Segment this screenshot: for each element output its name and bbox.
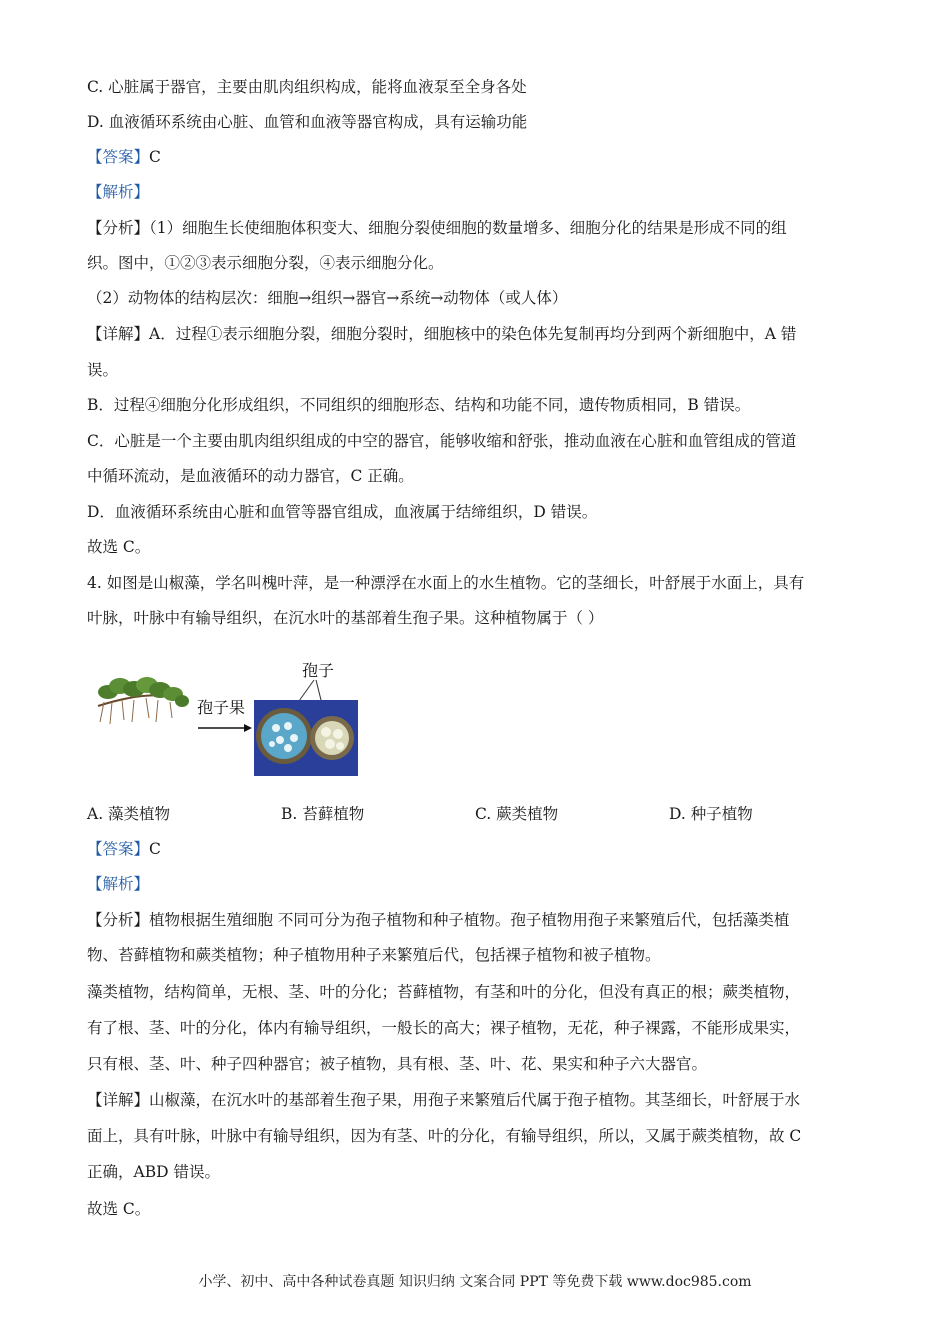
question-4-line-2: 叶脉，叶脉中有输导组织，在沉水叶的基部着生孢子果。这种植物属于（ ） <box>87 609 604 627</box>
analysis2-line-1: 【分析】植物根据生殖细胞 不同可分为孢子植物和种子植物。孢子植物用孢子来繁殖后代，包括藻类植 <box>87 911 790 929</box>
salvinia-illustration <box>94 658 364 778</box>
detail-line-5: 中循环流动，是血液循环的动力器官，C 正确。 <box>87 467 414 485</box>
analysis-tag-2: 【解析】 <box>87 875 150 893</box>
line-option-c: C. 心脏属于器官，主要由肌肉组织构成，能将血液泵至全身各处 <box>87 78 527 96</box>
detail-line-2: 误。 <box>87 361 119 379</box>
line-option-d: D. 血液循环系统由心脏、血管和血液等器官构成，具有运输功能 <box>87 113 528 131</box>
analysis2-line-4: 有了根、茎、叶的分化，体内有输导组织，一般长的高大；裸子植物，无花，种子裸露，不能形成果实， <box>87 1019 801 1037</box>
detail2-line-3: 正确，ABD 错误。 <box>87 1163 220 1181</box>
detail2-line-2: 面上，具有叶脉，叶脉中有输导组织，因为有茎、叶的分化，有输导组织，所以，又属于蕨类植物，故 C <box>87 1127 802 1145</box>
question-4-line-1: 4. 如图是山椒藻，学名叫槐叶萍，是一种漂浮在水面上的水生植物。它的茎细长，叶舒展于水面上，具有 <box>87 574 805 592</box>
arrow-icon <box>244 724 252 732</box>
analysis-tag: 【解析】 <box>87 183 150 201</box>
answer-tag: 【答案】 <box>87 148 150 166</box>
detail-line-4: C．心脏是一个主要由肌肉组织组成的中空的器官，能够收缩和舒张，推动血液在心脏和血管组成的管道 <box>87 432 797 450</box>
detail-line-1: 【详解】A．过程①表示细胞分裂，细胞分裂时，细胞核中的染色体先复制再均分到两个新细胞中，A 错 <box>87 325 797 343</box>
detail2-line-1: 【详解】山椒藻，在沉水叶的基部着生孢子果，用孢子来繁殖后代属于孢子植物。其茎细长，叶舒展于水 <box>87 1091 801 1109</box>
sporocarp-cross-section-icon <box>256 708 312 764</box>
spore-label: 孢子 <box>302 661 335 680</box>
answer-line-2 <box>87 839 161 859</box>
analysis-line-3: （2）动物体的结构层次：细胞→组织→器官→系统→动物体（或人体） <box>87 289 568 307</box>
spore-cluster-icon <box>310 716 354 760</box>
answer-value-2: C <box>149 840 161 858</box>
conclusion-line-2: 故选 C。 <box>87 1200 151 1218</box>
analysis2-line-3: 藻类植物，结构简单，无根、茎、叶的分化；苔藓植物，有茎和叶的分化，但没有真正的根；蕨类植物， <box>87 983 801 1001</box>
analysis2-line-2: 物、苔藓植物和蕨类植物；种子植物用种子来繁殖后代，包括裸子植物和被子植物。 <box>87 946 661 964</box>
analysis2-line-5: 只有根、茎、叶、种子四种器官；被子植物，具有根、茎、叶、花、果实和种子六大器官。 <box>87 1055 708 1073</box>
option-c: C. 蕨类植物 <box>475 805 559 823</box>
answer-tag-2: 【答案】 <box>87 840 150 858</box>
option-a: A. 藻类植物 <box>87 805 171 823</box>
sporocarp-label: 孢子果 <box>197 698 246 717</box>
option-b: B. 苔藓植物 <box>281 805 365 823</box>
analysis-line-1: 【分析】（1）细胞生长使细胞体积变大、细胞分裂使细胞的数量增多、细胞分化的结果是形成不同的组 <box>87 219 787 237</box>
page-footer: 小学、初中、高中各种试卷真题 知识归纳 文案合同 PPT 等免费下载 www.doc985.com <box>198 1274 752 1290</box>
plant-figure <box>94 658 364 778</box>
option-d: D. 种子植物 <box>669 805 753 823</box>
analysis-line-2: 织。图中，①②③表示细胞分裂，④表示细胞分化。 <box>87 254 444 272</box>
answer-line <box>87 147 161 167</box>
answer-value: C <box>149 148 161 166</box>
conclusion-line: 故选 C。 <box>87 538 151 556</box>
detail-line-3: B．过程④细胞分化形成组织，不同组织的细胞形态、结构和功能不同，遗传物质相同，B 错误。 <box>87 396 751 414</box>
detail-line-6: D．血液循环系统由心脏和血管等器官组成，血液属于结缔组织，D 错误。 <box>87 503 598 521</box>
plant-icon <box>98 677 189 724</box>
